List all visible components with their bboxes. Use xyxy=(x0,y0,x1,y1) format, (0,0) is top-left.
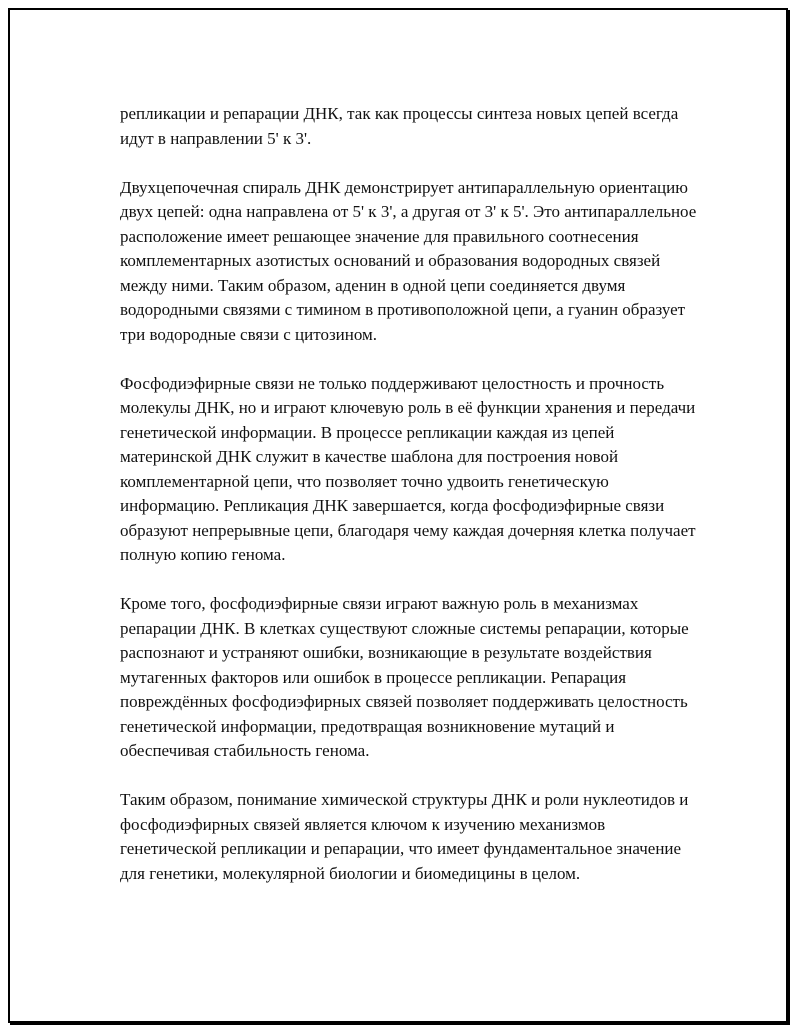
paragraph-antiparallel-orientation: Двухцепочечная спираль ДНК демонстрирует антипараллельную ориентацию двух цепей: одна направлена от 5' к 3', а другая от 3' к 5'. Это антипараллельное расположение имеет решающее значение для правильного соотнесения комплементарных азотистых оснований и образования водородных связей между ними. Таким образом, аденин в одной цепи соединяется двумя водородными связями с тимином в противоположной цепи, а гуанин образует три водородные связи с цитозином. xyxy=(120,177,697,344)
paragraph-replication-direction: репликации и репарации ДНК, так как процессы синтеза новых цепей всегда идут в направлении 5' к 3'. xyxy=(120,104,679,148)
paragraph-conclusion: Таким образом, понимание химической структуры ДНК и роли нуклеотидов и фосфодиэфирных связей является ключом к изучению механизмов генетической репликации и репарации, что имеет фундаментальное значение для генетики, молекулярной биологии и биомедицины в целом. xyxy=(120,790,689,883)
page-frame xyxy=(8,8,788,1023)
paragraph-phosphodiester-role: Фосфодиэфирные связи не только поддерживают целостность и прочность молекулы ДНК, но и играют ключевую роль в её функции хранения и передачи генетической информации. В процессе репликации каждая из цепей материнской ДНК служит в качестве шаблона для построения новой комплементарной цепи, что позволяет точно удвоить генетическую информацию. Репликация ДНК завершается, когда фосфодиэфирные связи образуют непрерывные цепи, благодаря чему каждая дочерняя клетка получает полную копию генома. xyxy=(120,373,696,564)
document-body xyxy=(120,102,700,886)
paragraph-dna-repair: Кроме того, фосфодиэфирные связи играют важную роль в механизмах репарации ДНК. В клетках существуют сложные системы репарации, которые распознают и устраняют ошибки, возникающие в результате воздействия мутагенных факторов или ошибок в процессе репликации. Репарация повреждённых фосфодиэфирных связей позволяет поддерживать целостность генетической информации, предотвращая возникновение мутаций и обеспечивая стабильность генома. xyxy=(120,594,689,760)
